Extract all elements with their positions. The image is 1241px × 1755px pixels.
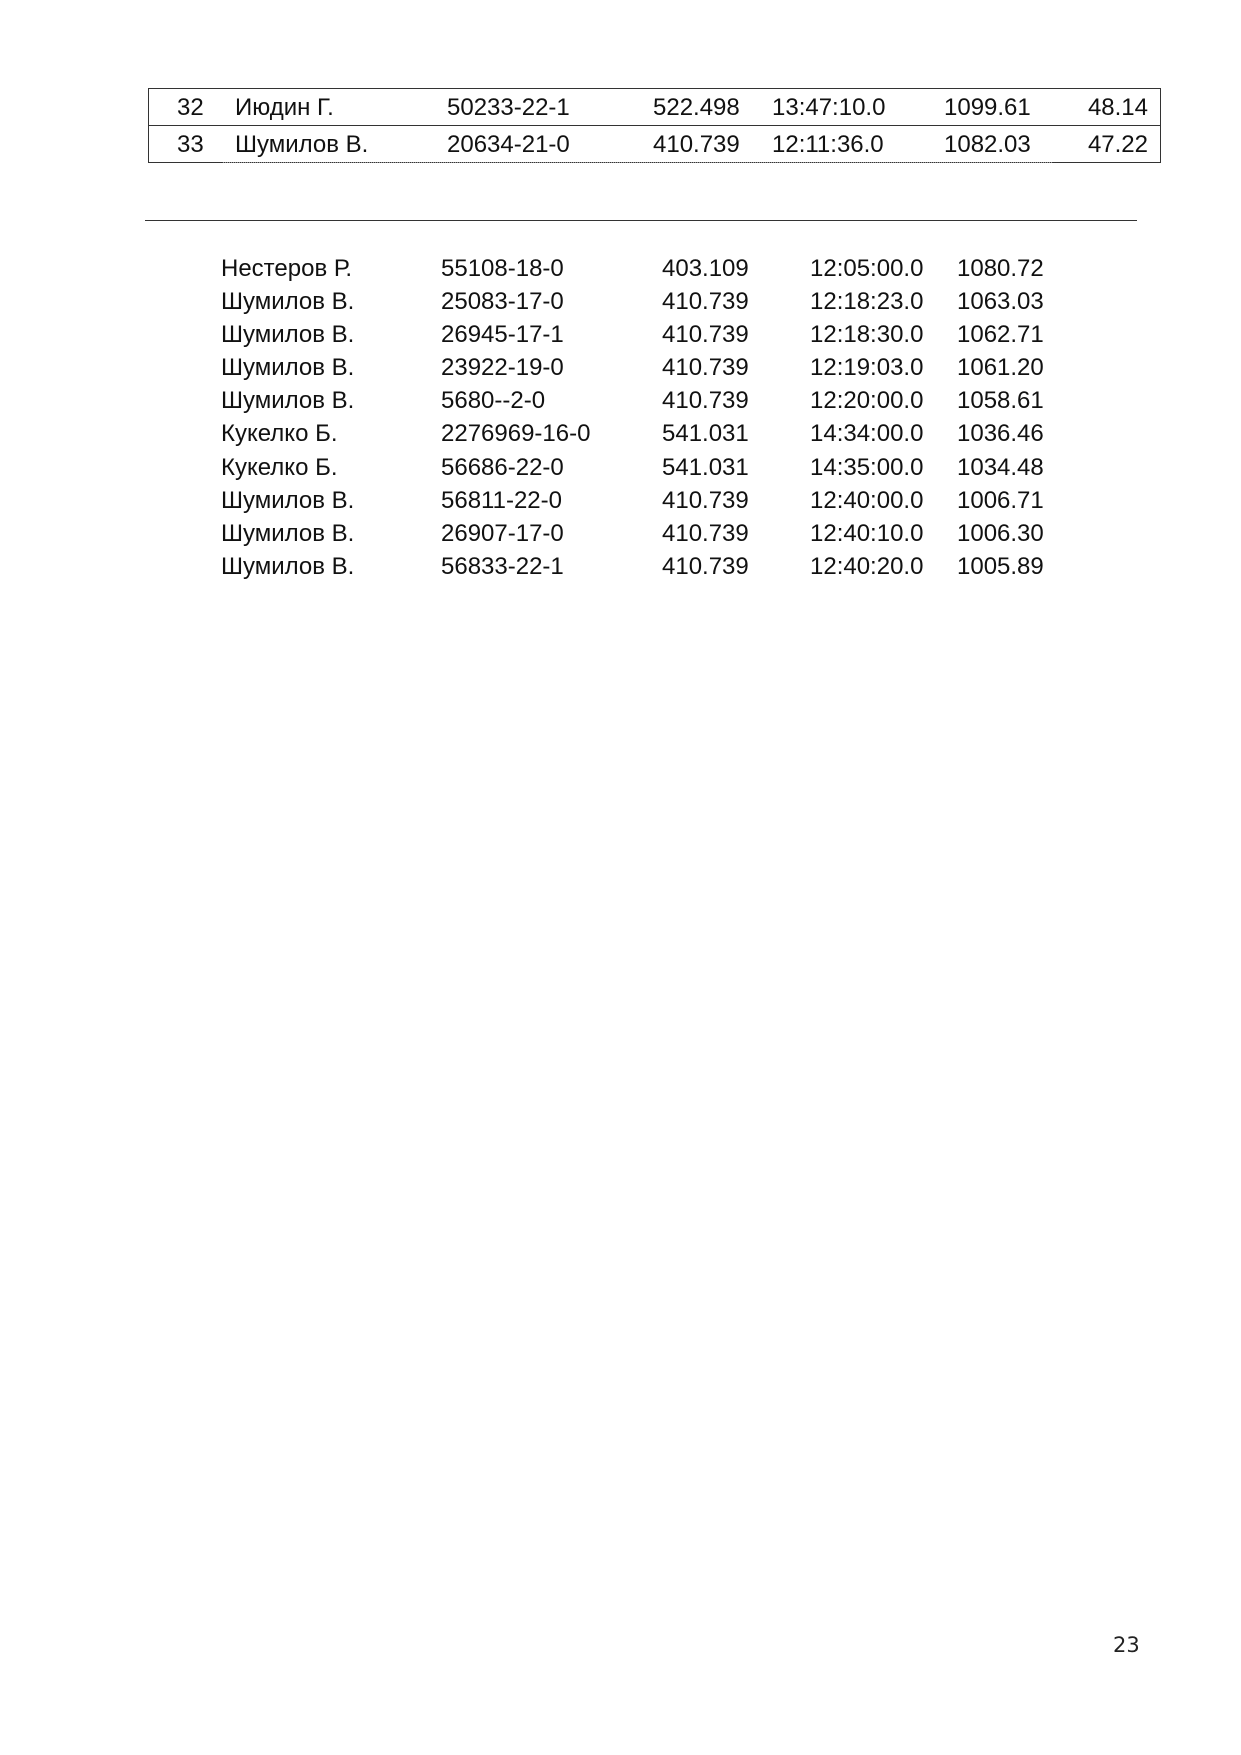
name-cell: Шумилов В. xyxy=(221,486,355,514)
speed-cell: 1036.46 xyxy=(957,420,1044,448)
name-cell: Шумилов В. xyxy=(221,288,355,316)
speed-cell: 1062.71 xyxy=(957,321,1044,349)
time-cell: 12:05:00.0 xyxy=(810,255,924,282)
ring-cell: 56833-22-1 xyxy=(441,552,564,580)
ring-cell: 20634-21-0 xyxy=(447,131,570,158)
name-cell: Шумилов В. xyxy=(221,321,355,349)
list-item xyxy=(0,288,1241,321)
name-cell: Шумилов В. xyxy=(221,552,355,580)
list-item xyxy=(0,454,1241,487)
speed-cell: 1005.89 xyxy=(957,552,1044,580)
speed-cell: 1063.03 xyxy=(957,288,1044,316)
distance-cell: 410.739 xyxy=(662,387,749,415)
row-underline xyxy=(223,162,1052,163)
time-cell: 12:40:20.0 xyxy=(810,552,924,580)
points-cell: 48.14 xyxy=(1087,94,1148,121)
list-item xyxy=(0,255,1241,288)
speed-cell: 1006.71 xyxy=(957,486,1044,514)
speed-cell: 1061.20 xyxy=(957,354,1044,382)
ring-cell: 55108-18-0 xyxy=(441,255,564,282)
list-item xyxy=(0,321,1241,354)
distance-cell: 541.031 xyxy=(662,453,749,481)
distance-cell: 410.739 xyxy=(662,354,749,382)
name-cell: Шумилов В. xyxy=(221,519,355,547)
name-cell: Шумилов В. xyxy=(235,131,369,158)
ring-cell: 26907-17-0 xyxy=(441,519,564,547)
time-cell: 12:18:23.0 xyxy=(810,288,924,316)
list-item xyxy=(0,420,1241,453)
time-cell: 12:40:10.0 xyxy=(810,519,924,547)
ring-cell: 50233-22-1 xyxy=(447,94,570,121)
ring-cell: 56686-22-0 xyxy=(441,453,564,481)
points-cell: 47.22 xyxy=(1087,131,1148,158)
speed-cell: 1058.61 xyxy=(957,387,1044,415)
name-cell: Кукелко Б. xyxy=(221,453,338,481)
list-item xyxy=(0,520,1241,553)
name-cell: Шумилов В. xyxy=(221,354,355,382)
time-cell: 12:18:30.0 xyxy=(810,321,924,349)
distance-cell: 410.739 xyxy=(653,131,740,158)
list-item xyxy=(0,387,1241,420)
distance-cell: 410.739 xyxy=(662,321,749,349)
name-cell: Кукелко Б. xyxy=(221,420,338,448)
distance-cell: 403.109 xyxy=(662,255,749,282)
page-number: 23 xyxy=(1113,1633,1140,1657)
name-cell: Нестеров Р. xyxy=(221,255,353,282)
distance-cell: 522.498 xyxy=(653,94,740,121)
name-cell: Шумилов В. xyxy=(221,387,355,415)
list-item xyxy=(0,553,1241,586)
speed-cell: 1006.30 xyxy=(957,519,1044,547)
speed-cell: 1082.03 xyxy=(944,131,1031,158)
table-row xyxy=(149,125,1160,162)
time-cell: 12:11:36.0 xyxy=(772,131,884,158)
list-item xyxy=(0,487,1241,520)
ring-cell: 23922-19-0 xyxy=(441,354,564,382)
time-cell: 12:19:03.0 xyxy=(810,354,924,382)
ring-cell: 56811-22-0 xyxy=(441,486,562,514)
table-row xyxy=(149,89,1160,125)
unranked-results-list xyxy=(0,255,1241,586)
ranked-results-table xyxy=(148,88,1161,163)
time-cell: 12:40:00.0 xyxy=(810,486,924,514)
distance-cell: 410.739 xyxy=(662,519,749,547)
distance-cell: 410.739 xyxy=(662,288,749,316)
time-cell: 13:47:10.0 xyxy=(772,94,886,121)
speed-cell: 1034.48 xyxy=(957,453,1044,481)
time-cell: 14:35:00.0 xyxy=(810,453,924,481)
place-cell: 33 xyxy=(177,131,204,158)
name-cell: Июдин Г. xyxy=(235,94,334,121)
speed-cell: 1099.61 xyxy=(944,94,1031,121)
time-cell: 14:34:00.0 xyxy=(810,420,924,448)
list-item xyxy=(0,354,1241,387)
section-divider xyxy=(145,220,1137,221)
speed-cell: 1080.72 xyxy=(957,255,1044,282)
ring-cell: 26945-17-1 xyxy=(441,321,564,349)
ring-cell: 2276969-16-0 xyxy=(441,420,591,448)
distance-cell: 410.739 xyxy=(662,486,749,514)
place-cell: 32 xyxy=(177,94,204,121)
distance-cell: 410.739 xyxy=(662,552,749,580)
ring-cell: 5680--2-0 xyxy=(441,387,546,415)
distance-cell: 541.031 xyxy=(662,420,749,448)
time-cell: 12:20:00.0 xyxy=(810,387,924,415)
ring-cell: 25083-17-0 xyxy=(441,288,564,316)
